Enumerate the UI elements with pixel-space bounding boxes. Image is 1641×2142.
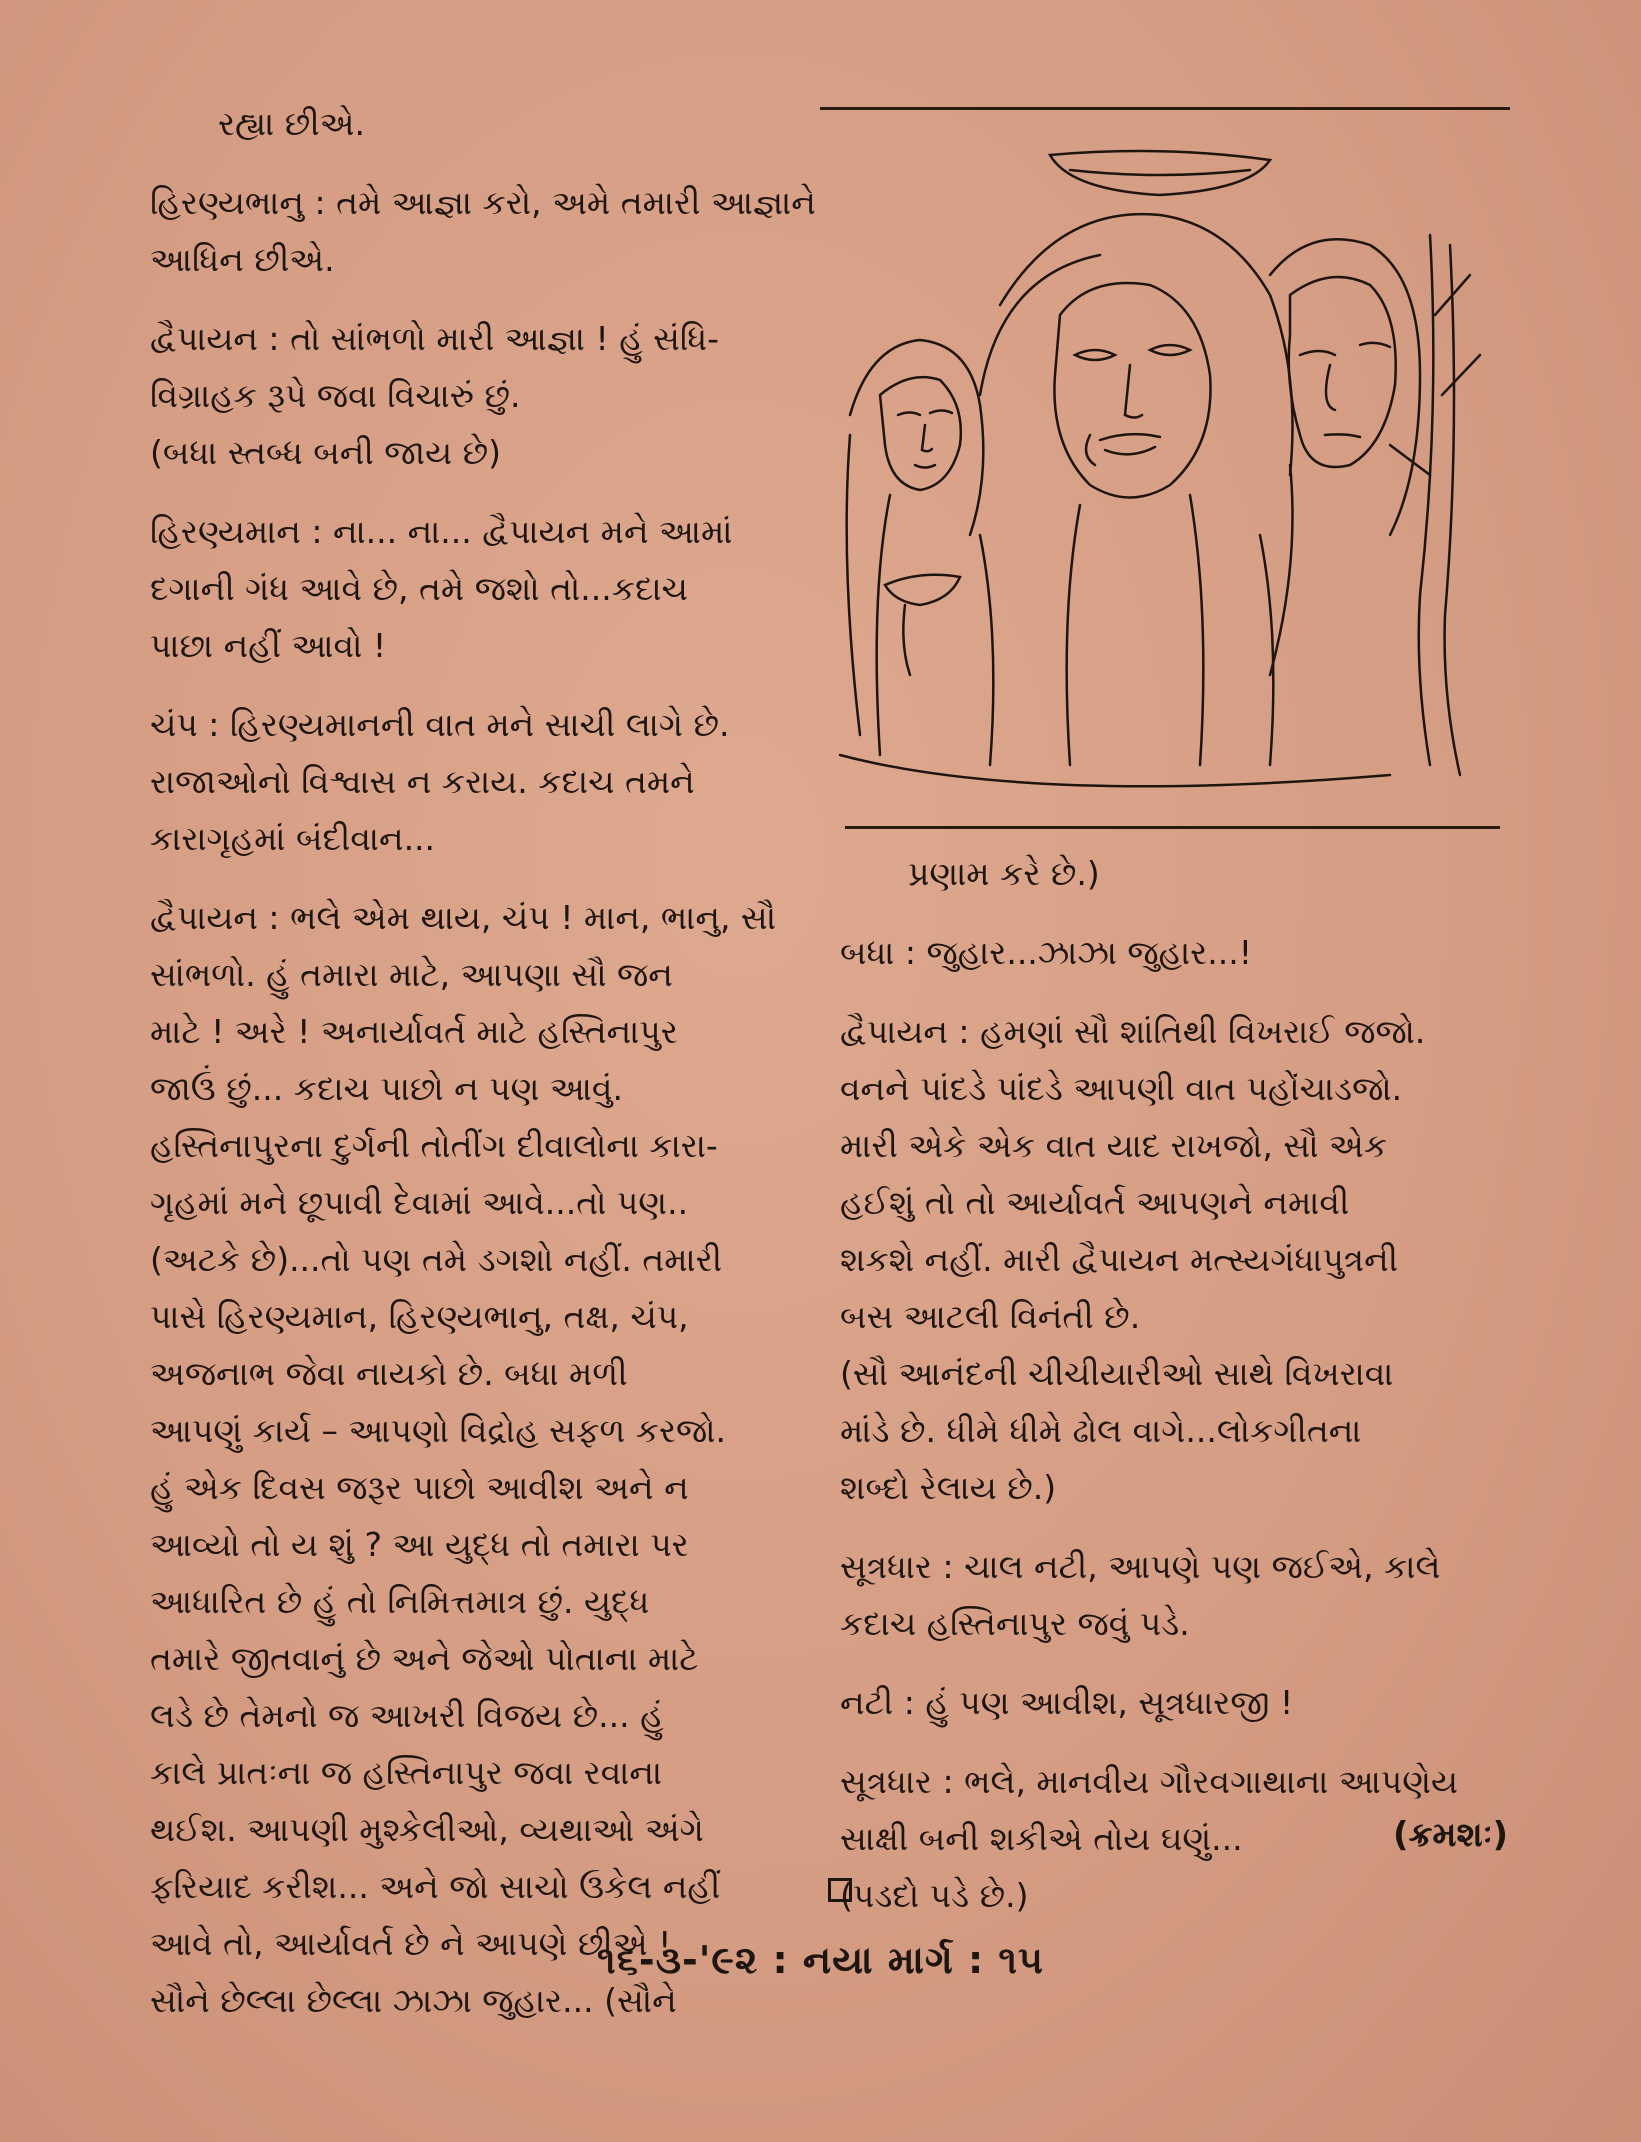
text-line: મારી એકે એક વાત યાદ રાખજો, સૌ એક: [840, 1126, 1388, 1165]
text-line: (અટકે છે)...તો પણ તમે ડગશો નહીં. તમારી: [150, 1240, 723, 1279]
dialogue-continuation: [840, 845, 1515, 902]
dialogue-dvaipayan: [150, 310, 825, 481]
text-line: બસ આટલી વિનંતી છે.: [840, 1297, 1141, 1336]
text-line: ચાલ નટી, આપણે પણ જઈએ, કાલે: [964, 1547, 1441, 1586]
text-line: વિગ્રાહક રૂપે જવા વિચારું છું.: [150, 376, 521, 415]
speaker-name: સૂત્રધાર :: [840, 1547, 954, 1586]
text-line: ના... ના... દ્વૈપાયન મને આમાં: [332, 512, 733, 551]
text-line: તો સાંભળો મારી આજ્ઞા ! હું સંધિ-: [290, 319, 720, 358]
text-line: કારાગૃહમાં બંદીવાન...: [150, 819, 436, 858]
text-line: કાલે પ્રાતઃના જ હસ્તિનાપુર જવા રવાના: [150, 1753, 663, 1792]
text-line: રાજાઓનો વિશ્વાસ ન કરાય. કદાચ તમને: [150, 762, 695, 801]
text-line: જુહાર...ઝાઝા જુહાર...!: [926, 933, 1252, 972]
text-line: ભલે, માનવીય ગૌરવગાથાના આપણેય: [964, 1762, 1459, 1801]
text-line: હું પણ આવીશ, સૂત્રધારજી !: [925, 1683, 1294, 1722]
bottom-rule: [845, 826, 1500, 829]
text-line: પાછા નહીં આવો !: [150, 626, 387, 665]
stage-direction: (બધા સ્તબ્ધ બની જાય છે): [150, 433, 501, 472]
stage-direction: (સૌ આનંદની ચીચીયારીઓ સાથે વિખરાવા: [840, 1354, 1394, 1393]
left-column: [150, 95, 825, 2051]
text-line: હમણાં સૌ શાંતિથી વિખરાઈ જજો.: [980, 1012, 1426, 1051]
right-column: [840, 845, 1515, 1946]
text-line: હિરણ્યમાનની વાત મને સાચી લાગે છે.: [229, 705, 730, 744]
speaker-name: નટી :: [840, 1683, 915, 1722]
page-footer: ૧૬-૩-'૯૨ : નયા માર્ગ : ૧૫: [597, 1938, 1044, 1982]
dialogue-champ: [150, 696, 825, 867]
text-line: હસ્તિનાપુરના દુર્ગની તોતીંગ દીવાલોના કારા-: [150, 1126, 718, 1165]
text-line: કદાચ હસ્તિનાપુર જવું પડે.: [840, 1604, 1190, 1643]
text-line: રહ્યા છીએ.: [218, 104, 365, 143]
line-drawing-illustration: [830, 115, 1510, 815]
dialogue-dvaipayan-long: [150, 889, 825, 2029]
text-line: પ્રણામ કરે છે.): [908, 854, 1100, 893]
text-line: તમારે જીતવાનું છે અને જેઓ પોતાના માટે: [150, 1639, 699, 1678]
text-line: હઈશું તો તો આર્યાવર્ત આપણને નમાવી: [840, 1183, 1350, 1222]
text-line: ફરિયાદ કરીશ... અને જો સાચો ઉકેલ નહીં: [150, 1867, 721, 1906]
text-line: આવે તો, આર્યાવર્ત છે ને આપણે છીએ !: [150, 1924, 672, 1963]
text-line: દગાની ગંધ આવે છે, તમે જશો તો...કદાચ: [150, 569, 688, 608]
text-line: ગૃહમાં મને છૂપાવી દેવામાં આવે...તો પણ..: [150, 1183, 689, 1222]
dialogue-sutradhar: [840, 1538, 1515, 1652]
text-line: સૌને છેલ્લા છેલ્લા ઝાઝા જુહાર... (સૌને: [150, 1981, 677, 2020]
speaker-name: હિરણ્યમાન :: [150, 512, 323, 551]
text-line: આવ્યો તો ય શું ? આ યુદ્ધ તો તમારા પર: [150, 1525, 689, 1564]
text-line: માટે ! અરે ! અનાર્યાવર્ત માટે હસ્તિનાપુર: [150, 1012, 678, 1051]
dialogue-all: [840, 924, 1515, 981]
speaker-name: સૂત્રધાર :: [840, 1762, 954, 1801]
text-line: તમે આજ્ઞા કરો, અમે તમારી આજ્ઞાને: [336, 183, 816, 222]
dialogue-hiranyabhanu: [150, 174, 825, 288]
speaker-name: બધા :: [840, 933, 916, 972]
text-line: ભલે એમ થાય, ચંપ ! માન, ભાનુ, સૌ: [290, 898, 777, 937]
text-line: થઈશ. આપણી મુશ્કેલીઓ, વ્યથાઓ અંગે: [150, 1810, 704, 1849]
speaker-name: ચંપ :: [150, 705, 220, 744]
stage-direction: શબ્દો રેલાય છે.): [840, 1468, 1057, 1507]
text-line: આપણું કાર્ય – આપણો વિદ્રોહ સફળ કરજો.: [150, 1411, 727, 1450]
text-line: શકશે નહીં. મારી દ્વૈપાયન મત્સ્યગંધાપુત્રની: [840, 1240, 1399, 1279]
text-line: લડે છે તેમનો જ આખરી વિજય છે... હું: [150, 1696, 664, 1735]
speaker-name: દ્વૈપાયન :: [150, 319, 280, 358]
to-be-continued-label: (ક્રમશઃ): [1392, 1815, 1508, 1855]
end-mark-square-icon: [828, 1878, 852, 1902]
text-line: સાક્ષી બની શકીએ તોય ઘણું...: [840, 1819, 1243, 1858]
dialogue-dvaipayan-final: [840, 1003, 1515, 1516]
speaker-name: હિરણ્યભાનુ :: [150, 183, 326, 222]
dialogue-hiranyaman: [150, 503, 825, 674]
dialogue-nati: [840, 1674, 1515, 1731]
text-line: જાઉં છું... કદાચ પાછો ન પણ આવું.: [150, 1069, 623, 1108]
text-line: હું એક દિવસ જરૂર પાછો આવીશ અને ન: [150, 1468, 689, 1507]
speaker-name: દ્વૈપાયન :: [840, 1012, 970, 1051]
text-line: પાસે હિરણ્યમાન, હિરણ્યભાનુ, તક્ષ, ચંપ,: [150, 1297, 689, 1336]
speaker-name: દ્વૈપાયન :: [150, 898, 280, 937]
text-line: વનને પાંદડે પાંદડે આપણી વાત પહોંચાડજો.: [840, 1069, 1403, 1108]
text-line: આધારિત છે હું તો નિમિત્તમાત્ર છું. યુદ્ધ: [150, 1582, 650, 1621]
text-line: આધિન છીએ.: [150, 240, 335, 279]
stage-direction: માંડે છે. ધીમે ધીમે ઢોલ વાગે...લોકગીતના: [840, 1411, 1362, 1450]
text-line: અજનાભ જેવા નાયકો છે. બધા મળી: [150, 1354, 628, 1393]
top-rule: [820, 107, 1510, 110]
stage-direction: (પડદો પડે છે.): [840, 1876, 1029, 1915]
dialogue-continuation: [150, 95, 825, 152]
text-line: સાંભળો. હું તમારા માટે, આપણા સૌ જન: [150, 955, 673, 994]
